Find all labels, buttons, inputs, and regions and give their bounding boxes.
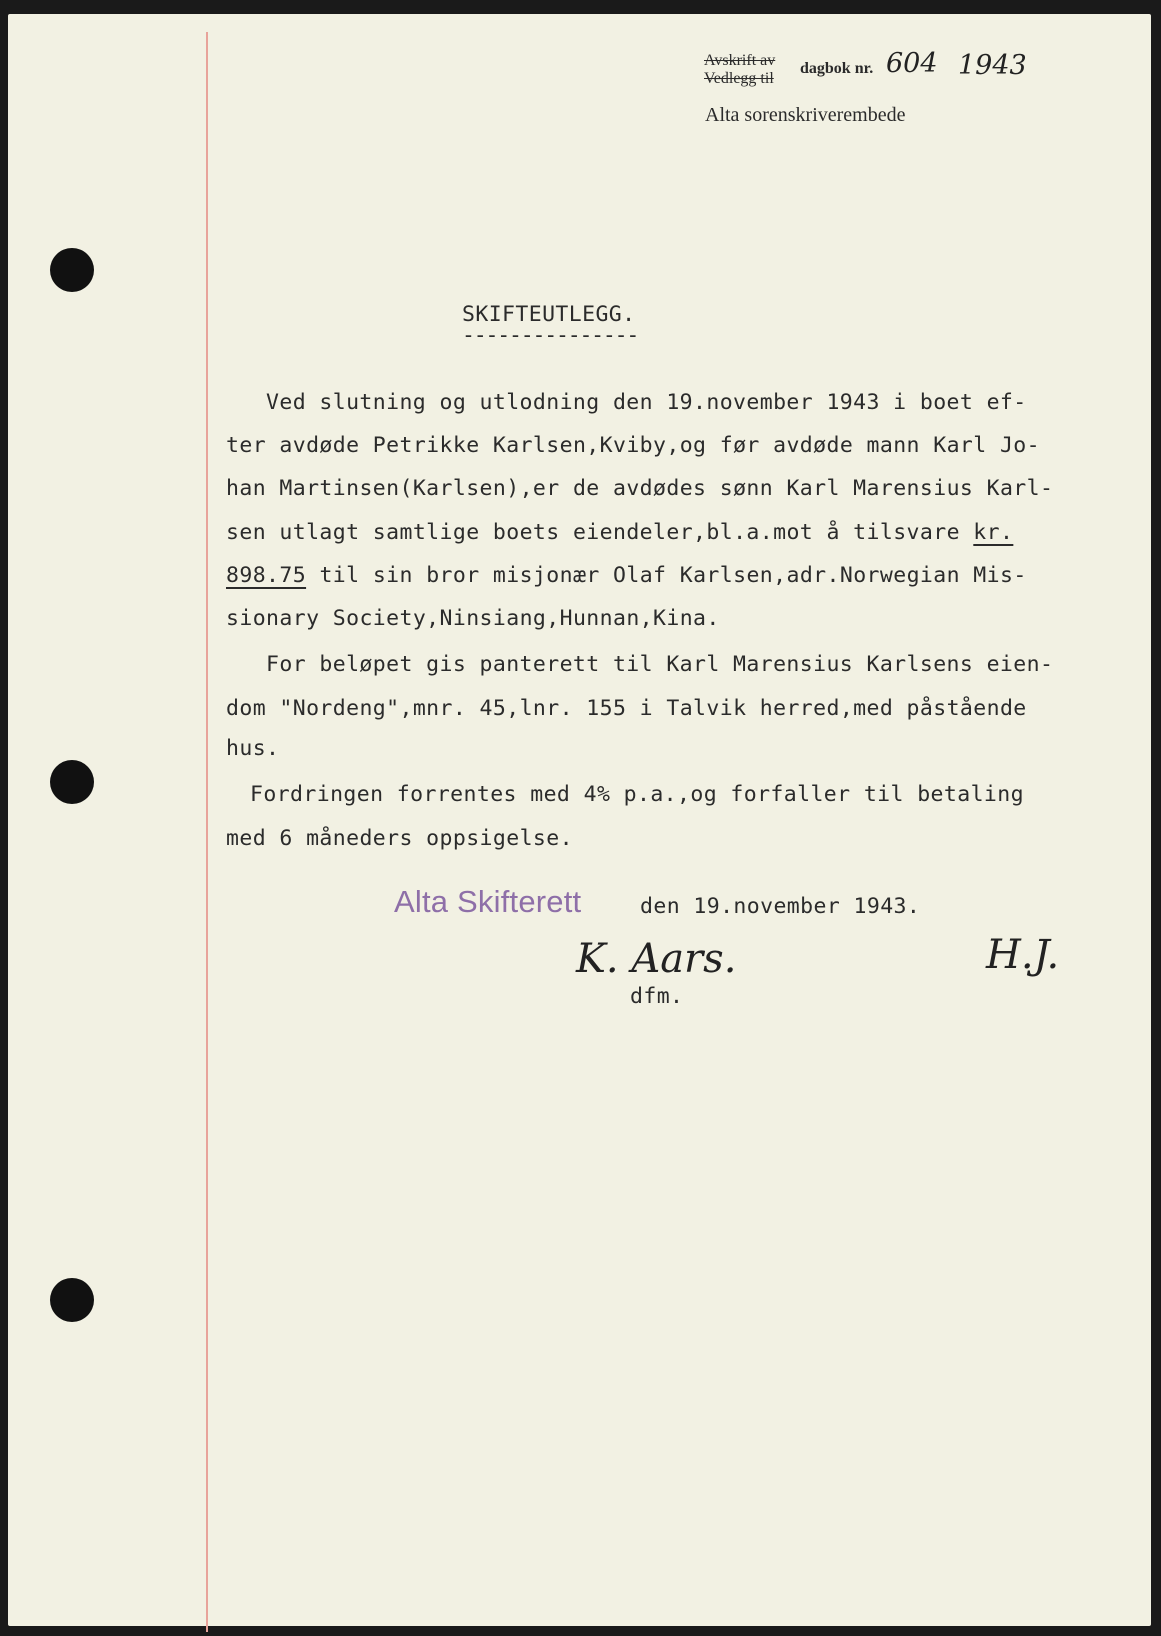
- amount-kr: kr.: [973, 520, 1014, 545]
- dagbok-number: 604: [886, 48, 938, 79]
- title-underline: ---------------: [462, 323, 639, 348]
- body-line-5: [226, 563, 1027, 588]
- office-name: Alta sorenskriverembede: [705, 104, 906, 126]
- body-line-4-text: sen utlagt samtlige boets eiendeler,bl.a.mot å tilsvare: [226, 520, 960, 545]
- body-line-2: ter avdøde Petrikke Karlsen,Kviby,og før avdøde mann Karl Jo-: [226, 433, 1040, 458]
- punch-hole: [50, 760, 94, 804]
- amount-value: 898.75: [226, 563, 307, 588]
- document-title: SKIFTEUTLEGG.: [462, 302, 636, 327]
- body-line-1: Ved slutning og utlodning den 19.november 1943 i boet ef-: [266, 390, 1027, 415]
- avskrift-label: Avskrift av: [704, 52, 776, 69]
- body-line-4: [226, 520, 1013, 545]
- body-line-6: sionary Society,Ninsiang,Hunnan,Kina.: [226, 606, 720, 631]
- vedlegg-label: Vedlegg til: [704, 70, 774, 87]
- body-line-3: han Martinsen(Karlsen),er de avdødes sønn Karl Marensius Karl-: [226, 476, 1054, 501]
- body-line-7: For beløpet gis panterett til Karl Marensius Karlsens eien-: [266, 652, 1054, 677]
- body-line-10: Fordringen forrentes med 4% p.a.,og forfaller til betaling: [250, 782, 1024, 807]
- dagbok-label: dagbok nr.: [800, 60, 874, 77]
- court-stamp: Alta Skifterett: [394, 884, 582, 919]
- signature: K. Aars.: [576, 936, 737, 982]
- signer-title: dfm.: [630, 984, 684, 1009]
- margin-rule: [206, 32, 208, 1632]
- body-line-11: med 6 måneders oppsigelse.: [226, 826, 573, 851]
- punch-hole: [50, 1278, 94, 1322]
- dagbok-year: 1943: [958, 50, 1027, 81]
- initials: H.J.: [986, 932, 1060, 978]
- body-line-8: dom "Nordeng",mnr. 45,lnr. 155 i Talvik herred,med påstående: [226, 696, 1027, 721]
- document-page: [8, 14, 1151, 1626]
- punch-hole: [50, 248, 94, 292]
- body-line-5-text: til sin bror misjonær Olaf Karlsen,adr.Norwegian Mis-: [319, 563, 1027, 588]
- body-line-9: hus.: [226, 736, 280, 761]
- signature-date: den 19.november 1943.: [640, 894, 921, 919]
